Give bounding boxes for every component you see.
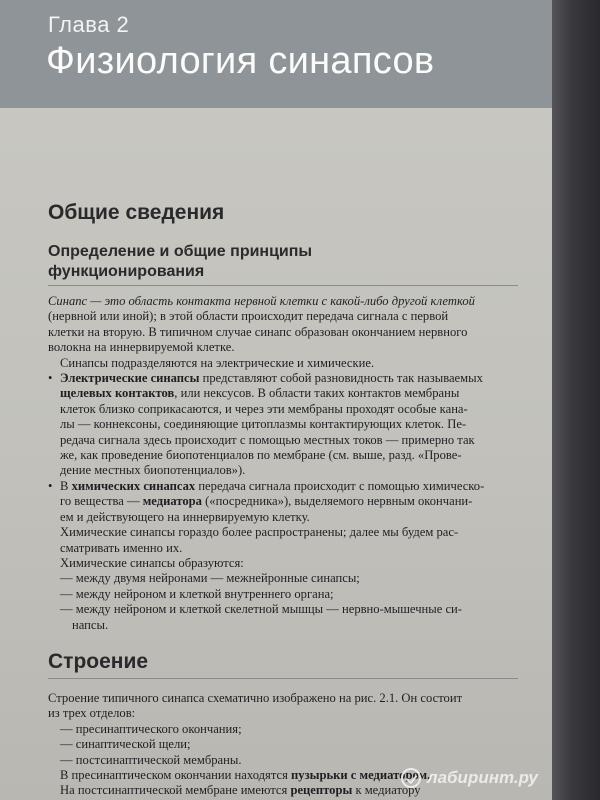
text-span: представляют собой разновидность так называемых	[199, 371, 483, 386]
text-line	[60, 479, 518, 494]
text-line	[60, 371, 518, 386]
watermark	[401, 768, 538, 788]
text-line	[60, 494, 518, 509]
bullet-dot: •	[48, 371, 53, 386]
text-line: клеток близко соприкасаются, и через эти мембраны проходят особые кана-	[60, 401, 468, 416]
section-heading-general: Общие сведения	[48, 201, 225, 224]
text-span: передача сигнала происходит с помощью химическо-	[195, 478, 485, 493]
text-line: из трех отделов:	[48, 706, 136, 721]
chapter-label: Глава 2	[48, 12, 130, 37]
section-heading-structure: Строение	[48, 649, 149, 673]
term-chemical: химических синапсах	[71, 478, 196, 493]
subsection-heading-definition	[48, 242, 518, 282]
text-span: го вещества —	[60, 494, 143, 509]
book-spine-edge	[552, 0, 600, 800]
definition-line: волокна на иннервируемой клетке.	[48, 340, 235, 355]
text-line: сматривать именно их.	[60, 540, 183, 555]
list-item: — между двумя нейронами — межнейронные синапсы;	[60, 571, 360, 586]
text-line: Строение типичного синапса схематично изображено на рис. 2.1. Он состоит	[48, 690, 463, 705]
definition-line: Синапс — это область контакта нервной клетки с какой-либо другой клеткой	[48, 294, 475, 308]
chapter-title: Физиология синапсов	[46, 40, 435, 82]
subheading-line: Определение и общие принципы	[48, 243, 313, 260]
watermark-text: лабиринт.ру	[427, 768, 538, 787]
formed-list	[48, 571, 518, 633]
term-vesicles: пузырьки с медиатором.	[291, 767, 431, 782]
list-item-electrical	[48, 371, 518, 479]
text-span: («посредника»), выделяемого нервным окончани-	[201, 494, 473, 509]
text-span: В пресинаптическом окончании находятся	[60, 767, 292, 782]
page-content	[48, 200, 518, 799]
definition-line: (нервной или иной); в этой области происходит передача сигнала с первой	[48, 309, 449, 324]
text-line: лы — коннексоны, соединяющие цитоплазмы контактирующих клеток. Пе-	[60, 417, 467, 432]
list-item: — синаптической щели;	[60, 737, 191, 752]
classification-text: Синапсы подразделяются на электрические и химические.	[60, 355, 375, 370]
text-line: дение местных биопотенциалов»).	[60, 463, 246, 478]
check-circle-icon	[401, 768, 421, 788]
list-item: — между нейроном и клеткой скелетной мышцы — нервно-мышечные си-	[60, 602, 462, 617]
definition-paragraph	[48, 294, 518, 356]
list-item-continuation: напсы.	[72, 617, 109, 632]
text-span: , или нексусов. В области таких контактов мембраны	[174, 386, 460, 401]
list-item: — между нейроном и клеткой внутреннего органа;	[60, 586, 334, 601]
list-item: — постсинаптической мембраны.	[60, 752, 242, 767]
list-item: — пресинаптического окончания;	[60, 721, 242, 736]
term-electrical: Электрические синапсы	[60, 371, 200, 386]
text-line: Химические синапсы гораздо более распространены; далее мы будем рас-	[60, 525, 459, 540]
text-line: же, как проведение биопотенциалов по мембране (см. выше, разд. «Прове-	[60, 448, 462, 463]
text-line: ем и действующего на иннервируемую клетку.	[60, 509, 310, 524]
text-span: к медиатору	[352, 783, 421, 798]
definition-line: клетки на вторую. В типичном случае синапс образован окончанием нервного	[48, 324, 468, 339]
text-span: На постсинаптической мембране имеются	[60, 783, 291, 798]
term-gap-junctions: щелевых контактов	[60, 386, 175, 401]
text-line	[60, 386, 518, 401]
formed-intro: Химические синапсы образуются:	[60, 555, 244, 570]
term-mediator: медиатора	[142, 494, 202, 509]
subheading-line: функционирования	[48, 263, 205, 280]
list-item-chemical	[48, 479, 518, 525]
prevalence-paragraph	[48, 525, 518, 571]
text-span: В	[60, 478, 72, 493]
bullet-dot: •	[48, 478, 53, 493]
term-receptors: рецепторы	[290, 783, 353, 798]
chapter-header-band	[0, 0, 552, 108]
text-line: редача сигнала здесь происходит с помощью местных токов — примерно так	[60, 432, 475, 447]
